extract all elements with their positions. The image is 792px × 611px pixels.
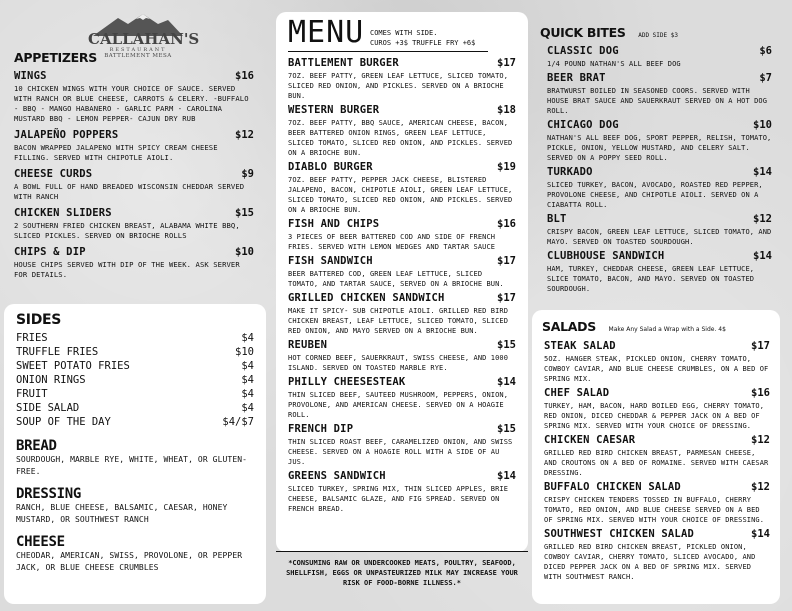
item-name: BUFFALO CHICKEN SALAD bbox=[544, 481, 681, 493]
salads-note: Make Any Salad a Wrap with a Side. 4$ bbox=[608, 326, 726, 333]
menu-item bbox=[547, 72, 772, 116]
item-name: CHICKEN CAESAR bbox=[544, 434, 636, 446]
menu-note-side: COMES WITH SIDE. bbox=[370, 29, 438, 37]
menu-item bbox=[547, 250, 772, 294]
menu-header bbox=[288, 15, 516, 54]
food-warning: *CONSUMING RAW OR UNDERCOOKED MEATS, POULTRY, SEAFOOD, SHELLFISH, EGGS OR UNPASTEURIZED MILK MAY INCREASE YOUR RISK OF FOOD-BORNE ILLNESS.* bbox=[286, 559, 518, 587]
menu-item bbox=[288, 470, 516, 514]
item-description: TURKEY, HAM, BACON, HARD BOILED EGG, CHERRY TOMATO, RED ONION, DICED CHEDDAR & PEPPER JACK ON A BED OF SPRING MIX. SERVED WITH YOUR CHOICE OF DRESSING. bbox=[544, 402, 765, 430]
item-name: REUBEN bbox=[288, 339, 328, 351]
item-name: WESTERN BURGER bbox=[288, 104, 380, 116]
side-name: FRIES bbox=[16, 332, 48, 344]
side-price: $4 bbox=[241, 402, 254, 414]
item-name: CHEF SALAD bbox=[544, 387, 610, 399]
side-item bbox=[16, 345, 254, 359]
item-description: 1/4 POUND NATHAN'S ALL BEEF DOG bbox=[547, 60, 681, 68]
dressing-title: DRESSING bbox=[16, 486, 82, 502]
item-price: $14 bbox=[497, 470, 516, 482]
side-item bbox=[16, 415, 254, 429]
menu-title: MENU bbox=[288, 15, 365, 50]
item-description: GRILLED RED BIRD CHICKEN BREAST, PICKLED ONION, COWBOY CAVIAR, CHERRY TOMATO, SLICED AVOCADO, AND DICED PEPPER JACK ON A BED OF SPRING MIX. SERVED WITH SOUTHWEST RANCH. bbox=[544, 543, 756, 581]
item-price: $17 bbox=[751, 340, 770, 352]
menu-item bbox=[14, 129, 254, 163]
menu-item bbox=[544, 528, 770, 582]
side-price: $4 bbox=[241, 374, 254, 386]
item-description: A BOWL FULL OF HAND BREADED WISCONSIN CHEDDAR SERVED WITH RANCH bbox=[14, 182, 245, 201]
salads-panel bbox=[532, 310, 780, 604]
item-description: 7OZ. BEEF PATTY, PEPPER JACK CHEESE, BLISTERED JALAPENO, BACON, CHIPOTLE AIOLI, GREEN LEAF LETTUCE, SLICED TOMATO, SLICED RED ONION, AND PICKLES. SERVED ON A BRIOCHE BUN. bbox=[288, 176, 513, 214]
salads-title: SALADS bbox=[542, 319, 596, 334]
menu-note-upgrades: CUROS +3$ TRUFFLE FRY +6$ bbox=[370, 39, 476, 47]
item-description: MAKE IT SPICY- SUB CHIPOTLE AIOLI. GRILLED RED BIRD CHICKEN BREAST, LEAF LETTUCE, SLICED TOMATO, SLICED RED ONION, AND MAYO SERVED ON A BRIOCHE BUN. bbox=[288, 307, 509, 335]
item-name: GREENS SANDWICH bbox=[288, 470, 386, 482]
item-description: BEER BATTERED COD, GREEN LEAF LETTUCE, SLICED TOMATO, AND TARTAR SAUCE, SERVED ON A BRIOCHE BUN. bbox=[288, 270, 504, 288]
menu-item bbox=[288, 104, 516, 158]
item-price: $9 bbox=[241, 168, 254, 180]
menu-item bbox=[288, 57, 516, 101]
menu-header-rule bbox=[288, 51, 488, 52]
item-description: HOUSE CHIPS SERVED WITH DIP OF THE WEEK. ASK SERVER FOR DETAILS. bbox=[14, 260, 240, 279]
quick-bites-title: QUICK BITES bbox=[540, 25, 626, 40]
item-name: DIABLO BURGER bbox=[288, 161, 373, 173]
item-name: BLT bbox=[547, 213, 567, 225]
menu-item bbox=[288, 292, 516, 336]
item-price: $17 bbox=[497, 255, 516, 267]
sides-title: SIDES bbox=[16, 312, 62, 328]
item-price: $12 bbox=[753, 213, 772, 225]
item-name: PHILLY CHEESESTEAK bbox=[288, 376, 406, 388]
side-price: $4 bbox=[241, 388, 254, 400]
bread-title: BREAD bbox=[16, 438, 57, 454]
item-price: $12 bbox=[751, 481, 770, 493]
item-description: THIN SLICED ROAST BEEF, CARAMELIZED ONION, AND SWISS CHEESE. SERVED ON A HOAGIE ROLL WITH A SIDE OF AU JUS. bbox=[288, 438, 513, 466]
appetizers-section bbox=[14, 50, 254, 285]
cheese-title: CHEESE bbox=[16, 534, 65, 550]
side-price: $4 bbox=[241, 332, 254, 344]
item-price: $16 bbox=[751, 387, 770, 399]
item-name: CLASSIC DOG bbox=[547, 45, 619, 57]
item-price: $14 bbox=[751, 528, 770, 540]
item-name: BATTLEMENT BURGER bbox=[288, 57, 399, 69]
side-name: FRUIT bbox=[16, 388, 48, 400]
item-description: GRILLED RED BIRD CHICKEN BREAST, PARMESAN CHEESE, AND CROUTONS ON A BED OF ROMAINE. SERVED WITH CAESAR DRESSING. bbox=[544, 449, 769, 477]
item-price: $16 bbox=[497, 218, 516, 230]
menu-item bbox=[544, 387, 770, 431]
item-name: SOUTHWEST CHICKEN SALAD bbox=[544, 528, 694, 540]
menu-item bbox=[288, 376, 516, 420]
item-description: BRATWURST BOILED IN SEASONED COORS. SERVED WITH HOUSE BRAT SAUCE AND SAUERKRAUT SERVED ON A HOT DOG ROLL. bbox=[547, 87, 768, 115]
side-price: $4/$7 bbox=[222, 416, 254, 428]
menu-item bbox=[14, 207, 254, 241]
item-name: WINGS bbox=[14, 70, 47, 82]
item-description: BACON WRAPPED JALAPENO WITH SPICY CREAM CHEESE FILLING. SERVED WITH CHIPOTLE AIOLI. bbox=[14, 143, 218, 162]
salads-header bbox=[542, 316, 770, 335]
quick-bites-header bbox=[540, 22, 772, 41]
item-price: $16 bbox=[235, 70, 254, 82]
bread-desc: SOURDOUGH, MARBLE RYE, WHITE, WHEAT, OR GLUTEN-FREE. bbox=[16, 455, 248, 476]
appetizers-title: APPETIZERS bbox=[14, 50, 97, 65]
menu-item bbox=[544, 481, 770, 525]
item-description: 7OZ. BEEF PATTY, GREEN LEAF LETTUCE, SLICED TOMATO, SLICED RED ONION, AND PICKLES. SERVED ON A BRIOCHE BUN. bbox=[288, 72, 509, 100]
side-name: TRUFFLE FRIES bbox=[16, 346, 99, 358]
cheese-desc: CHEODAR, AMERICAN, SWISS, PROVOLONE, OR PEPPER JACK, OR BLUE CHEESE CRUMBLES bbox=[16, 551, 243, 572]
item-name: GRILLED CHICKEN SANDWICH bbox=[288, 292, 445, 304]
side-item bbox=[16, 331, 254, 345]
item-price: $19 bbox=[497, 161, 516, 173]
side-name: ONION RINGS bbox=[16, 374, 86, 386]
side-price: $10 bbox=[235, 346, 254, 358]
item-description: HAM, TURKEY, CHEDDAR CHEESE, GREEN LEAF LETTUCE, SLICE TOMATO, BACON, AND MAYO. SERVED ON TOASTED SOURDOUGH. bbox=[547, 265, 755, 293]
item-price: $14 bbox=[753, 166, 772, 178]
item-price: $18 bbox=[497, 104, 516, 116]
quick-bites-note: ADD SIDE $3 bbox=[638, 32, 678, 39]
side-item bbox=[16, 401, 254, 415]
menu-item bbox=[547, 45, 772, 69]
menu-item bbox=[544, 340, 770, 384]
item-description: 10 CHICKEN WINGS WITH YOUR CHOICE OF SAUCE. SERVED WITH RANCH OR BLUE CHEESE, CARROTS & CELERY. -BUFFALO - BBQ - MANGO HABANERO - GARLIC PARM - CAROLINA MUSTARD BBQ - LEMON PEPPER- CAJUN DRY RUB bbox=[14, 84, 249, 123]
side-name: SOUP OF THE DAY bbox=[16, 416, 111, 428]
menu-item bbox=[547, 213, 772, 247]
item-description: CRISPY CHICKEN TENDERS TOSSED IN BUFFALO, CHERRY TOMATO, RED ONION, AND BLUE CHEESE SERVED ON A BED OF SPRING MIX. SERVED WITH YOUR CHOICE OF DRESSING. bbox=[544, 496, 765, 524]
item-price: $17 bbox=[497, 292, 516, 304]
item-name: BEER BRAT bbox=[547, 72, 606, 84]
item-name: FISH SANDWICH bbox=[288, 255, 373, 267]
item-name: CHIPS & DIP bbox=[14, 246, 86, 258]
item-description: 3 PIECES OF BEER BATTERED COD AND SIDE OF FRENCH FRIES. SERVED WITH LEMON WEDGES AND TARTAR SAUCE bbox=[288, 233, 496, 251]
logo-name: CALLAHAN'S bbox=[88, 30, 200, 48]
item-name: FRENCH DIP bbox=[288, 423, 354, 435]
item-name: CHICKEN SLIDERS bbox=[14, 207, 112, 219]
item-price: $14 bbox=[497, 376, 516, 388]
item-description: 7OZ. BEEF PATTY, BBQ SAUCE, AMERICAN CHEESE, BACON, BEER BATTERED ONION RINGS, GREEN LEAF LETTUCE, SLICED TOMATO, SLICED RED ONION, AND PICKLES. SERVED ON A BRIOCHE BUN. bbox=[288, 119, 513, 157]
side-name: SIDE SALAD bbox=[16, 402, 80, 414]
item-name: CHEESE CURDS bbox=[14, 168, 93, 180]
item-price: $17 bbox=[497, 57, 516, 69]
menu-item bbox=[14, 168, 254, 202]
item-price: $14 bbox=[753, 250, 772, 262]
item-price: $10 bbox=[235, 246, 254, 258]
item-description: NATHAN'S ALL BEEF DOG, SPORT PEPPER, RELISH, TOMATO, PICKLE, ONION, YELLOW MUSTARD, AND CELERY SALT. SERVED ON A POPPY SEED ROLL. bbox=[547, 134, 772, 162]
item-description: 5OZ. HANGER STEAK, PICKLED ONION, CHERRY TOMATO, COWBOY CAVIAR, AND BLUE CHEESE CRUMBLES, ON A BED OF SPRING MIX. bbox=[544, 355, 769, 383]
item-description: CRISPY BACON, GREEN LEAF LETTUCE, SLICED TOMATO, AND MAYO. SERVED ON TOASTED SOURDOUGH. bbox=[547, 228, 772, 246]
menu-item bbox=[288, 255, 516, 289]
item-description: HOT CORNED BEEF, SAUERKRAUT, SWISS CHEESE, AND 1000 ISLAND. SERVED ON TOASTED MARBLE RYE. bbox=[288, 354, 509, 372]
item-price: $15 bbox=[497, 423, 516, 435]
item-name: CLUBHOUSE SANDWICH bbox=[547, 250, 665, 262]
menu-item bbox=[14, 70, 254, 124]
item-description: THIN SLICED BEEF, SAUTEED MUSHROOM, PEPPERS, ONION, PROVOLONE, AND AMERICAN CHEESE. SERVED ON A HOAGIE ROLL. bbox=[288, 391, 509, 419]
item-price: $12 bbox=[235, 129, 254, 141]
side-item bbox=[16, 373, 254, 387]
menu-divider bbox=[276, 551, 528, 552]
side-name: SWEET POTATO FRIES bbox=[16, 360, 130, 372]
menu-item bbox=[547, 119, 772, 163]
item-price: $6 bbox=[759, 45, 772, 57]
sides-panel bbox=[4, 304, 266, 604]
item-description: 2 SOUTHERN FRIED CHICKEN BREAST, ALABAMA WHITE BBQ, SLICED PICKLES. SERVED ON BRIOCHE ROLLS bbox=[14, 221, 240, 240]
side-item bbox=[16, 359, 254, 373]
item-name: CHICAGO DOG bbox=[547, 119, 619, 131]
side-item bbox=[16, 387, 254, 401]
item-name: STEAK SALAD bbox=[544, 340, 616, 352]
item-description: SLICED TURKEY, SPRING MIX, THIN SLICED APPLES, BRIE CHEESE, BALSAMIC GLAZE, AND FIG SPREAD. SERVED ON FRENCH BREAD. bbox=[288, 485, 509, 513]
item-price: $10 bbox=[753, 119, 772, 131]
logo-sub: RESTAURANT bbox=[109, 47, 167, 53]
menu-item bbox=[544, 434, 770, 478]
menu-panel bbox=[276, 12, 528, 552]
item-description: SLICED TURKEY, BACON, AVOCADO, ROASTED RED PEPPER, PROVOLONE CHEESE, AND CHIPOTLE AIOLI. SERVED ON A CIABATTA ROLL. bbox=[547, 181, 763, 209]
item-price: $7 bbox=[759, 72, 772, 84]
dressing-desc: RANCH, BLUE CHEESE, BALSAMIC, CAESAR, HONEY MUSTARD, OR SOUTHWEST RANCH bbox=[16, 503, 228, 524]
quick-bites-section bbox=[540, 22, 772, 297]
menu-item bbox=[14, 246, 254, 280]
item-name: TURKADO bbox=[547, 166, 593, 178]
item-price: $12 bbox=[751, 434, 770, 446]
menu-item bbox=[547, 166, 772, 210]
menu-item bbox=[288, 218, 516, 252]
item-price: $15 bbox=[235, 207, 254, 219]
item-name: JALAPEÑO POPPERS bbox=[14, 129, 119, 141]
item-name: FISH AND CHIPS bbox=[288, 218, 380, 230]
menu-item bbox=[288, 161, 516, 215]
menu-item bbox=[288, 423, 516, 467]
item-price: $15 bbox=[497, 339, 516, 351]
logo-location: BATTLEMENT MESA bbox=[104, 53, 172, 59]
menu-item bbox=[288, 339, 516, 373]
side-price: $4 bbox=[241, 360, 254, 372]
